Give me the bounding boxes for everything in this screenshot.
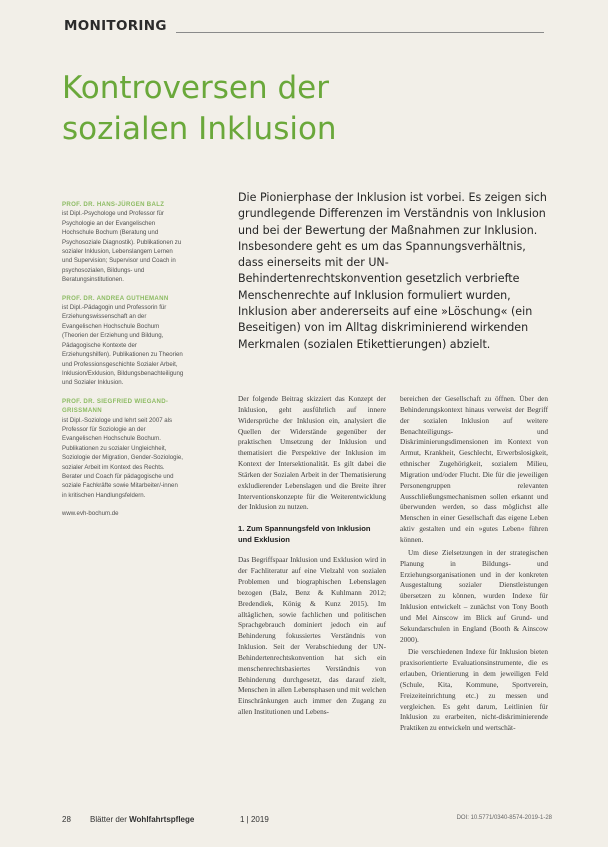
intro-paragraph: Der folgende Beitrag skizziert das Konzept der Inklusion, geht ausführlich auf innere Widersprüche der Inklusion ein, analysiert die Quellen der Widerstände gegenüber der praktischen Umsetzung der Inklusion und thematisiert die Perspektive der Inklusion im Kontext der Intersektionalität. Es gilt dabei die Stärken der Sozialen Arbeit in der Thematisierung exkludierender Lebenslagen und die Breite ihrer Interventionskonzepte für die Weiterentwicklung der Inklusion zu nutzen. <box>238 394 386 512</box>
section-heading: 1. Zum Spannungsfeld von Inklusion und Exklusion <box>238 524 371 544</box>
lead-paragraph <box>238 190 550 353</box>
headline-line-1: Kontroversen der <box>62 70 329 106</box>
author-block <box>62 200 184 285</box>
article-headline <box>62 68 482 150</box>
author-name: PROF. DR. HANS-JÜRGEN BALZ <box>62 201 165 208</box>
author-bio: ist Dipl.-Psychologe und Professor für Psychologie an der Evangelischen Hochschule Bochum (Beratung und Psychosoziale Diagnostik). Publikationen zu sozialer Inklusion, Lebenslangem Lernen und Supervision; Supervisor und Coach in psychosozialen, Bildungs- und Beratungsinstitutionen. <box>62 210 182 284</box>
body-column-2 <box>400 394 548 736</box>
body-paragraph: Das Begriffspaar Inklusion und Exklusion wird in der Fachliteratur auf eine Vielzahl von sozialen Problemen und biographischen Lebenslagen bezogen (Balz, Benz & Kuhlmann 2012; Bredendiek, König & Kunz 2015). Im alltäglichen, sowie fachlichen und politischen Sprachgebrauch dominiert jedoch ein auf Behinderung fokussiertes Verständnis von Inklusion. Seit der Verabschiedung der UN-Behindertenrechtskonvention hat sich ein menschenrechtsbasiertes Verständnis von Behinderung durchgesetzt, das darauf zielt, Menschen in allen Lebensphasen und mit welchen Einschränkungen auch immer den Zugang zu allen Institutionen und Lebens- <box>238 555 386 717</box>
headline-line-2: sozialen Inklusion <box>62 111 337 147</box>
author-block <box>62 294 184 388</box>
author-bio: ist Dipl.-Soziologe und lehrt seit 2007 als Professor für Soziologie an der Evangelischen Hochschule Bochum. Publikationen zu sozialer Ungleichheit, Soziologie der Migration, Gender-Soziologie, sozialer Arbeit im Kontext des Rechts. Berater und Coach für pädagogische und soziale Fachkräfte sowie Mitarbeiter/-innen in kritischen Handlungsfeldern. <box>62 416 183 499</box>
body-paragraph: Um diese Zielsetzungen in der strategischen Planung in Bildungs- und Erziehungsorganisationen und in der konkreten Ausgestaltung sozialer Dienstleistungen übersetzen zu können, wurden Indexe für Inklusion entwickelt – zunächst von Tony Booth und Mel Ainscow im Blick auf Grund- und Sekundarschulen in England (Booth & Ainscow 2000). <box>400 547 548 644</box>
author-name: PROF. DR. SIEGFRIED WIEGAND-GRISSMANN <box>62 397 169 415</box>
body-column-1 <box>238 394 386 720</box>
body-paragraph: Die verschiedenen Indexe für Inklusion bieten praxisorientierte Evaluationsinstrumente, die es erlauben, Orientierung in dem jeweiligen Feld (Schule, Kita, Kommune, Sportverein, Freizeiteinrichtung etc.) zu messen und vergleichen. Es geht darum, Leitlinien für Inklusion zu erarbeiten, nicht-diskriminierende Praktiken zu entwickeln und wertschät- <box>400 647 548 733</box>
lead-text: Die Pionierphase der Inklusion ist vorbei. Es zeigen sich grundlegende Differenzen im Verständnis von Inklusion und bei der Bewertung der Maßnahmen zur Inklusion. Insbesondere geht es um das Spannungsverhältnis, dass einerseits mit der UN-Behindertenrechtskonvention gesetzlich verbriefte Menschenrechte auf Inklusion formuliert wurden, Inklusion aber andererseits auf eine »Löschung« (ein Beseitigen) von im Alltag diskriminierend wirkenden Merkmalen (sozialen Etikettierungen) abzielt. <box>238 191 547 351</box>
author-sidebar <box>62 200 184 519</box>
author-bio: ist Dipl.-Pädagogin und Professorin für Erziehungswissenschaft an der Evangelischen Hochschule Bochum (Theorien der Erziehung und Bildung, Pädagogische Kontexte der Erziehungshilfen). Publikationen zu Theorien und Professionsgeschichte Sozialer Arbeit, Inklusion/Exklusion, Bildungsbenachteiligung und Sozialer Inklusion. <box>62 304 184 387</box>
author-block <box>62 397 184 500</box>
body-paragraph: bereichen der Gesellschaft zu öffnen. Über den Behinderungskontext hinaus verweist der Begriff der sozialen Inklusion auf weitere Benachteiligungs- und Diskriminierungsdimensionen im Kontext von Armut, Krankheit, Geschlecht, Erwerbslosigkeit, ethnischer Zugehörigkeit, sozialem Milieu, Migration und/oder Flucht. Die für die jeweiligen Personengruppen relevanten Ausschließungsmechanismen sollen erkannt und überwunden werden, so dass möglichst alle Menschen in einer Gesellschaft das eigene Leben aktiv gestalten und ein »gutes Leben« führen können. <box>400 394 548 544</box>
journal-title <box>90 815 194 824</box>
section-rule <box>176 32 544 33</box>
journal-name: Wohlfahrtspflege <box>129 815 195 824</box>
journal-prefix: Blätter der <box>90 815 130 824</box>
author-name: PROF. DR. ANDREA GUTHEMANN <box>62 294 169 302</box>
website-link[interactable]: www.evh-bochum.de <box>62 510 119 518</box>
doi-reference: DOI: 10.5771/0340-8574-2019-1-28 <box>456 815 552 821</box>
section-label: MONITORING <box>64 18 167 34</box>
issue-number: 1 | 2019 <box>240 815 269 824</box>
page-footer <box>62 815 552 827</box>
page-number: 28 <box>62 815 71 824</box>
